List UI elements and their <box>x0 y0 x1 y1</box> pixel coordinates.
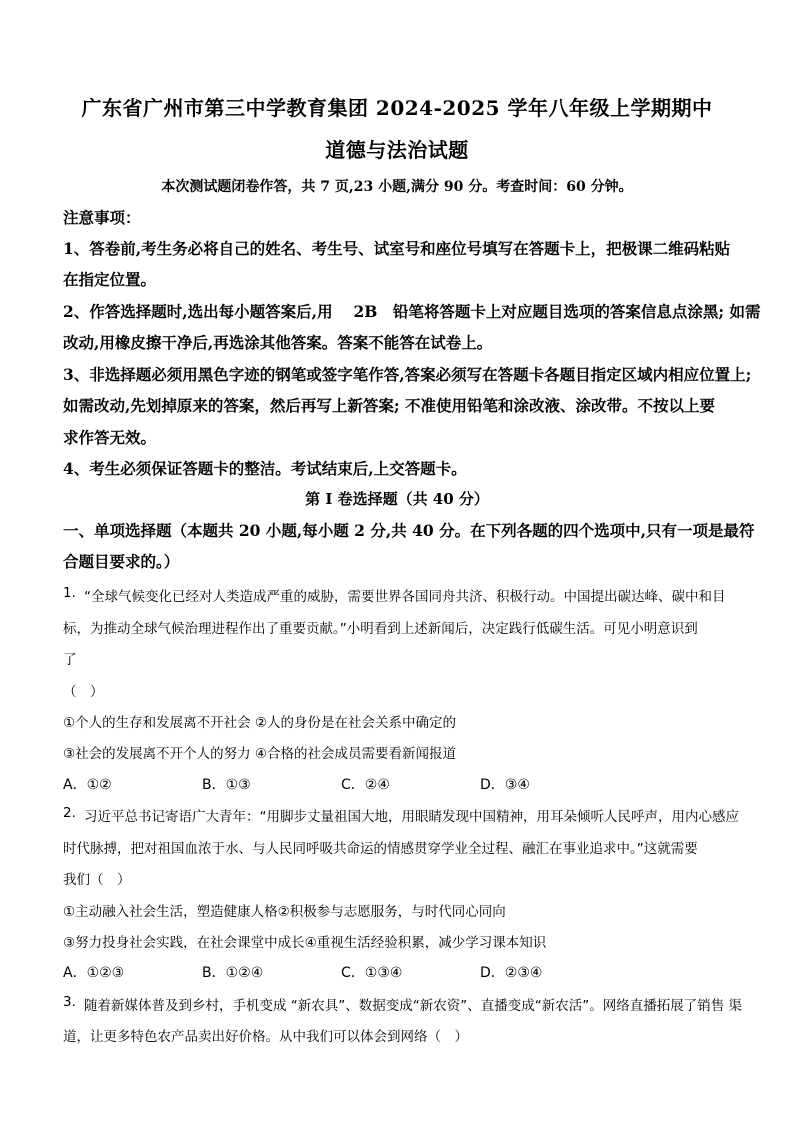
exam-title-line1: 广东省广州市第三中学教育集团 2024-2025 学年八年级上学期期中 <box>81 96 713 120</box>
exam-title-line2: 道德与法治试题 <box>325 138 469 162</box>
question-1-option-a[interactable]: A．①② <box>63 777 112 793</box>
question-2-option-c[interactable]: C．①③④ <box>341 965 403 981</box>
question-2-line-2: 时代脉搏，把对祖国血浓于水、与人民同呼吸共命运的情感贯穿学业全过程、融汇在事业追求中。”这就需要 <box>63 841 698 857</box>
note-2-line-2: 改动,用橡皮擦干净后,再选涂其他答案。答案不能答在试卷上。 <box>63 333 493 352</box>
notes-heading: 注意事项： <box>63 208 141 227</box>
question-2-number: 2. <box>63 805 76 821</box>
question-2-option-a[interactable]: A．①②③ <box>63 965 125 981</box>
note-1-line-2: 在指定位置。 <box>63 270 157 289</box>
exam-info: 本次测试题闭卷作答，共 7 页,23 小题,满分 90 分。考查时间：60 分钟。 <box>161 179 633 195</box>
section-instruction-line-1: 一、单项选择题（本题共 20 小题,每小题 2 分,共 40 分。在下列各题的四个选项中,只有一项是最符 <box>63 521 755 540</box>
note-3-line-2: 如需改动,先划掉原来的答案，然后再写上新答案; 不准使用铅笔和涂改液、涂改带。不按以上要 <box>63 396 716 415</box>
question-2-line-1: 习近平总书记寄语广大青年：“用脚步丈量祖国大地，用眼睛发现中国精神，用耳朵倾听人民呼声，用内心感应 <box>84 809 739 825</box>
question-3-number: 3. <box>63 994 76 1010</box>
question-3-line-2: 道，让更多特色农产品卖出好价格。从中我们可以体会到网络（ ） <box>63 1029 468 1045</box>
question-1-number: 1. <box>63 585 76 601</box>
section-instruction-line-2: 合题目要求的。） <box>63 552 180 571</box>
question-1-option-b[interactable]: B．①③ <box>202 777 251 793</box>
note-4: 4、考生必须保证答题卡的整洁。考试结束后,上交答题卡。 <box>63 459 467 478</box>
question-1-statement-2: ③社会的发展离不开个人的努力 ④合格的社会成员需要看新闻报道 <box>63 746 456 762</box>
question-1-option-c[interactable]: C．②④ <box>341 777 390 793</box>
note-3-line-3: 求作答无效。 <box>63 428 157 447</box>
question-1-answer-blank: （ ） <box>63 684 104 700</box>
question-1-statement-1: ①个人的生存和发展离不开社会 ②人的身份是在社会关系中确定的 <box>63 715 456 731</box>
question-2-option-d[interactable]: D．②③④ <box>480 965 543 981</box>
question-1-line-2: 标，为推动全球气候治理进程作出了重要贡献。”小明看到上述新闻后，决定践行低碳生活。可见小明意识到 <box>63 621 698 637</box>
question-2-statement-1: ①主动融入社会生活，塑造健康人格②积极参与志愿服务，与时代同心同向 <box>63 904 506 920</box>
question-1-line-1: “全球气候变化已经对人类造成严重的威胁，需要世界各国同舟共济、积极行动。中国提出碳达峰、碳中和目 <box>84 589 726 605</box>
question-2-statement-2: ③努力投身社会实践，在社会课堂中成长④重视生活经验积累，减少学习课本知识 <box>63 935 547 951</box>
note-3-line-1: 3、非选择题必须用黑色字迹的钢笔或签字笔作答,答案必须写在答题卡各题目指定区域内相应位置上; <box>63 365 752 384</box>
question-1-option-d[interactable]: D．③④ <box>480 777 530 793</box>
question-2-option-b[interactable]: B．①②④ <box>202 965 264 981</box>
note-1-line-1: 1、答卷前,考生务必将自己的姓名、考生号、试室号和座位号填写在答题卡上，把极课二维码粘贴 <box>63 239 731 258</box>
question-1-line-3: 了 <box>63 652 77 668</box>
note-2-line-1: 2、作答选择题时,选出每小题答案后,用 2B 铅笔将答题卡上对应题目选项的答案信息点涂黑; 如需 <box>63 302 761 321</box>
part-title: 第 I 卷选择题（共 40 分） <box>305 490 489 508</box>
question-3-line-1: 随着新媒体普及到乡村，手机变成 “新农具”、数据变成“新农资”、直播变成“新农活”。网络直播拓展了销售 渠 <box>84 998 743 1014</box>
question-2-line-3: 我们（ ） <box>63 872 131 888</box>
